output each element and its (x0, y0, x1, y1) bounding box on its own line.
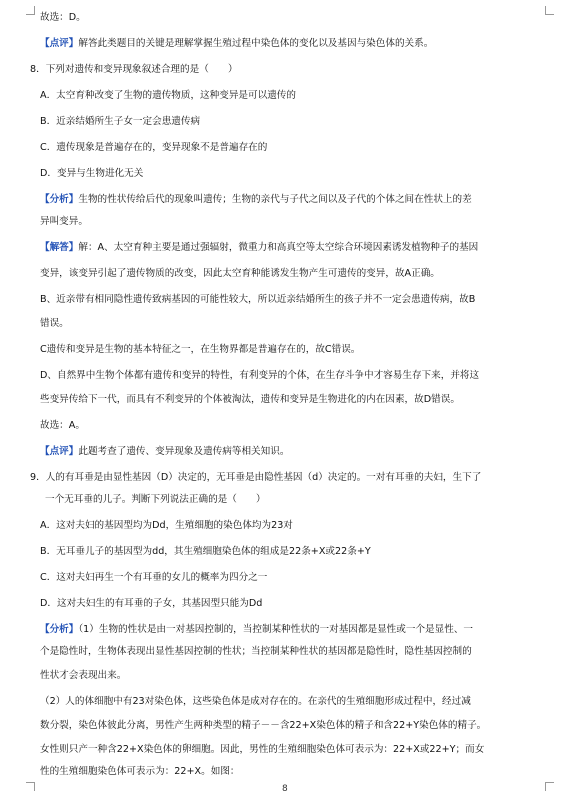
analysis-line: （2）人的体细胞中有23对染色体，这些染色体是成对存在的。在亲代的生殖细胞形成过程中，经过减 (40, 696, 471, 707)
question-8-option-c: C．遗传现象是普遍存在的，变异现象不是普遍存在的 (40, 142, 268, 153)
question-9-stem: 9．人的有耳垂是由显性基因（D）决定的，无耳垂是由隐性基因（d）决定的。一对有耳垂的夫妇，生下了 (30, 472, 482, 483)
analysis-line: 数分裂，染色体彼此分离，男性产生两种类型的精子－－含22+X染色体的精子和含22+Y染色体的精子。 (40, 720, 487, 731)
solution-line: 变异，该变异引起了遗传物质的改变，因此太空育种能诱发生物产生可遗传的变异，故A正确。 (40, 268, 440, 279)
solution-line: 些变异传给下一代，而具有不利变异的个体被淘汰，遗传和变异是生物进化的内在因素，故D错误。 (40, 394, 460, 405)
analysis-line: 女性则只产一种含22+X染色体的卵细胞。因此，男性的生殖细胞染色体可表示为：22+X或22+Y；而女 (40, 744, 485, 755)
comment-line: 【点评】此题考查了遗传、变异现象及遗传病等相关知识。 (40, 446, 290, 457)
corner-mark (26, 6, 35, 15)
question-8-stem: 8．下列对遗传和变异现象叙述合理的是（ ） (30, 64, 238, 75)
analysis-line: 个是隐性时，生物体表现出显性基因控制的性状；当控制某种性状的基因都是隐性时，隐性基因控制的 (40, 646, 472, 657)
question-8-option-a: A．太空育种改变了生物的遗传物质，这种变异是可以遗传的 (40, 90, 296, 101)
solution-line: D、自然界中生物个体都有遗传和变异的特性，有利变异的个体，在生存斗争中才容易生存下来，并将这 (40, 370, 480, 381)
solution-line: 【解答】解：A、太空育种主要是通过强辐射，微重力和高真空等太空综合环境因素诱发植物种子的基因 (40, 242, 479, 253)
question-9-option-b: B．无耳垂儿子的基因型为dd，其生殖细胞染色体的组成是22条+X或22条+Y (40, 546, 371, 557)
analysis-line: 性状才会表现出来。 (40, 670, 127, 681)
question-9-option-c: C．这对夫妇再生一个有耳垂的女儿的概率为四分之一 (40, 572, 268, 583)
question-9-stem: 一个无耳垂的儿子。判断下列说法正确的是（ ） (45, 494, 266, 505)
question-9-option-a: A．这对夫妇的基因型均为Dd，生殖细胞的染色体均为23对 (40, 520, 293, 531)
question-8-option-b: B．近亲结婚所生子女一定会患遗传病 (40, 116, 201, 127)
analysis-line: 【分析】生物的性状传给后代的现象叫遗传；生物的亲代与子代之间以及子代的个体之间在性状上的差 (40, 194, 472, 205)
comment-line: 【点评】解答此类题目的关键是理解掌握生殖过程中染色体的变化以及基因与染色体的关系。 (40, 38, 434, 49)
analysis-line: 【分析】（1）生物的性状是由一对基因控制的，当控制某种性状的一对基因都是显性或一个是显性、一 (40, 624, 474, 635)
corner-mark (26, 782, 35, 791)
analysis-line: 异叫变异。 (40, 216, 88, 227)
analysis-line: 性的生殖细胞染色体可表示为：22+X。如图： (40, 766, 240, 777)
answer-line: 故选：A。 (40, 420, 85, 431)
page-number: 8 (282, 784, 288, 794)
answer-line: 故选：D。 (40, 12, 86, 23)
question-8-option-d: D．变异与生物进化无关 (40, 168, 144, 179)
solution-line: C遗传和变异是生物的基本特征之一，在生物界都是普遍存在的，故C错误。 (40, 344, 361, 355)
solution-line: B、近亲带有相同隐性遗传致病基因的可能性较大，所以近亲结婚所生的孩子并不一定会患遗传病，故B (40, 294, 476, 305)
question-9-option-d: D．这对夫妇生的有耳垂的子女，其基因型只能为Dd (40, 598, 263, 609)
solution-line: 错误。 (40, 318, 69, 329)
corner-mark (545, 782, 554, 791)
